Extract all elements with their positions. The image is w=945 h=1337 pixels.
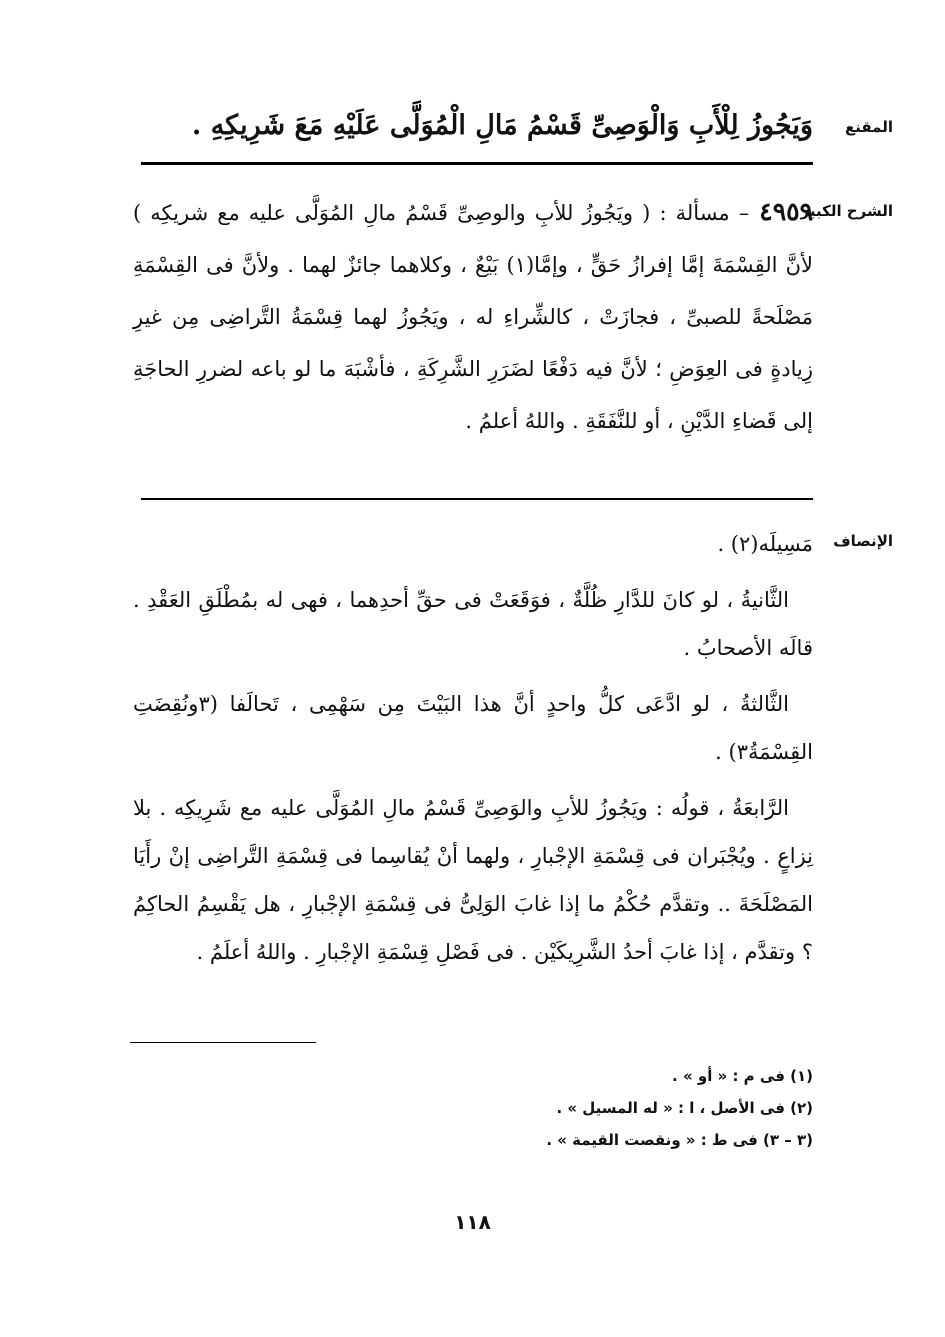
insaf-text-block bbox=[133, 520, 813, 984]
footnotes bbox=[133, 1060, 813, 1156]
insaf-paragraph: مَسِيلَه(٢) . bbox=[717, 532, 813, 556]
footnote: (٢) فى الأصل ، ا : « له المسيل » . bbox=[556, 1099, 813, 1117]
insaf-paragraph: الرَّابعَةُ ، قولُه : ويَجُوزُ للأبِ والوَصِىِّ قَسْمُ مالِ المُوَلَّى عليه مع شَرِيكِه . بلا نِزاعٍ . ويُجْبَران فى قِسْمَةِ الإجْبارِ ، ولهما أنْ يُقاسِما فى قِسْمَةِ التَّراضِى إنْ رأَيَا المَصْلَحَةَ .. وتقدَّم حُكْمُ ما إذا غابَ الوَلِىُّ فى قِسْمَةِ الإجْبارِ ، هل يَقْسِمُ الحاكِمُ ؟ وتقدَّم ، إذا غابَ أحدُ الشَّرِيكَيْن . فى فَصْلِ قِسْمَةِ الإجْبارِ . واللهُ أعلَمُ . bbox=[133, 796, 813, 964]
section-label-sharh: الشرح الكبير bbox=[800, 202, 893, 220]
section-label-insaf: الإنصاف bbox=[833, 532, 893, 550]
sharh-text: – مسألة : ( ويَجُوزُ للأبِ والوصِىِّ قَسْمُ مالِ المُوَلَّى عليه مع شريكِه ) لأنَّ القِسْمَةَ إمَّا إفرازُ حَقٍّ ، وإمَّا(١) بَيْعٌ ، وكلاهما جائزٌ لهما . ولأنَّ فى القِسْمَةِ مَصْلَحةً للصبىِّ ، فجازَتْ ، كالشِّراءِ له ، ويَجُوزُ لهما قِسْمَةُ التَّراضِى مِن غيرِ زِيادةٍ فى العِوَضِ ؛ لأنَّ فيه دَفْعًا لضَرَرِ الشَّرِكَةِ ، فأشْبَهَ ما لو باعه لضررِ الحاجَةِ إلى قَضاءِ الدَّيْنِ ، أو للنَّفَقَةِ . واللهُ أعلمُ . bbox=[133, 201, 813, 433]
sharh-text-block bbox=[133, 186, 813, 447]
section-divider bbox=[141, 162, 813, 165]
insaf-paragraph: الثَّانيةُ ، لو كانَ للدَّارِ ظُلَّةٌ ، فوَقَعَتْ فى حقِّ أحدِهما ، فهى له بمُطْلَقِ العَقْدِ . قالَه الأصحابُ . bbox=[133, 588, 813, 660]
footnote-divider bbox=[130, 1042, 316, 1043]
footnote: (١) فى م : « أو » . bbox=[672, 1067, 813, 1085]
insaf-paragraph: الثَّالثةُ ، لو ادَّعَى كلُّ واحدٍ أنَّ هذا البَيْتَ مِن سَهْمِى ، تَحالَفا (٣ونُقِضَتِ القِسْمَةُ٣) . bbox=[133, 692, 813, 764]
muqni-text: وَيَجُوزُ لِلْأَبِ وَالْوَصِىِّ قَسْمُ مَالِ الْمُوَلَّى عَلَيْهِ مَعَ شَرِيكِهِ . bbox=[191, 110, 813, 141]
footnote: (٣ – ٣) فى ط : « ونقصت القيمة » . bbox=[546, 1131, 813, 1149]
section-label-muqni: المقنع bbox=[845, 118, 893, 136]
page-number: ١١٨ bbox=[454, 1210, 491, 1234]
section-divider bbox=[141, 498, 813, 500]
issue-number: ٤٩٥٩ bbox=[759, 197, 813, 226]
